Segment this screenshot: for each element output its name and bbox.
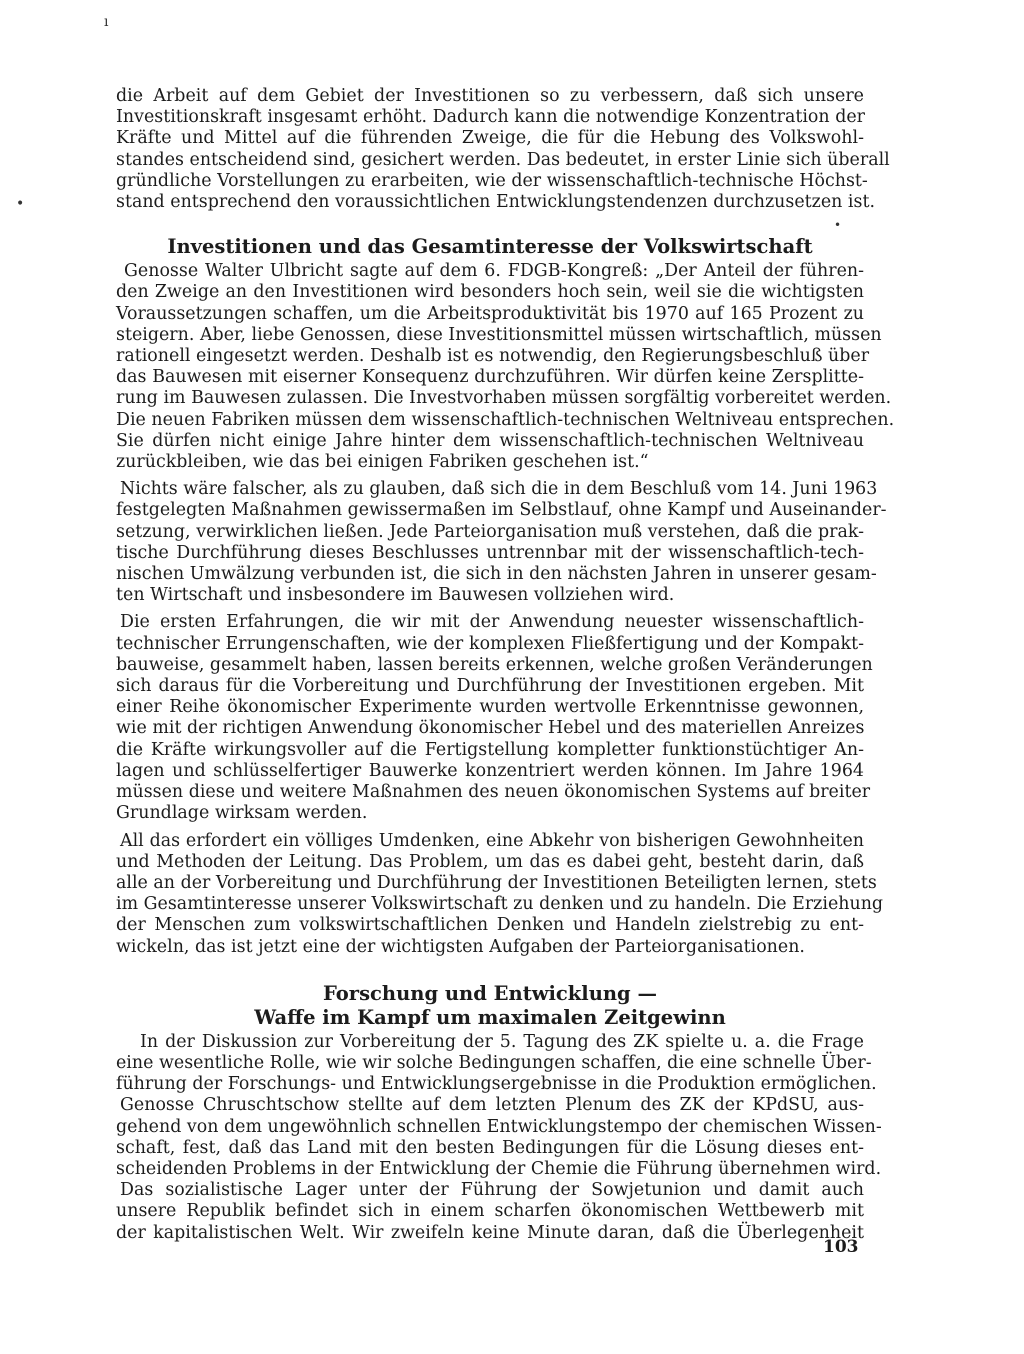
text-line: den Zweige an den Investitionen wird besonders hoch sein, weil sie die wichtigsten	[116, 282, 864, 303]
paragraph	[116, 479, 887, 606]
text-line: und Methoden der Leitung. Das Problem, um das es dabei geht, besteht darin, daß	[116, 851, 864, 872]
scan-mark-top: ı	[104, 14, 109, 30]
text-line: Das sozialistische Lager unter der Führung der Sowjetunion und damit auch	[120, 1180, 864, 1201]
paragraph	[116, 612, 873, 824]
text-line: gründliche Vorstellungen zu erarbeiten, wie der wissenschaftlich-technische Höchst-	[116, 170, 868, 191]
paragraph	[116, 830, 884, 958]
text-line: der kapitalistischen Welt. Wir zweifeln keine Minute daran, daß die Überlegenheit	[116, 1222, 864, 1243]
text-line: die Arbeit auf dem Gebiet der Investitionen so zu verbessern, daß sich unsere	[116, 86, 864, 106]
text-line: führung der Forschungs- und Entwicklungsergebnisse in die Produktion ermöglichen.	[116, 1074, 877, 1095]
text-line: Voraussetzungen schaffen, um die Arbeitsproduktivität bis 1970 auf 165 Prozent zu	[116, 303, 864, 324]
text-line: Die neuen Fabriken müssen dem wissenschaftlich-technischen Weltniveau entsprechen.	[116, 409, 895, 430]
paragraph	[116, 1180, 864, 1244]
text-line: Genosse Walter Ulbricht sagte auf dem 6. FDGB-Kongreß: „Der Anteil der führen-	[124, 261, 864, 282]
text-line: Genosse Chruschtschow stellte auf dem letzten Plenum des ZK der KPdSU, aus-	[120, 1095, 864, 1116]
text-line: In der Diskussion zur Vorbereitung der 5. Tagung des ZK spielte u. a. die Frage	[140, 1031, 864, 1052]
text-line: festgelegten Maßnahmen gewissermaßen im Selbstlauf, ohne Kampf und Auseinander-	[116, 500, 887, 521]
heading-line: Forschung und Entwicklung —	[323, 981, 657, 1005]
text-line: das Bauwesen mit eiserner Konsequenz durchzuführen. Wir dürfen keine Zersplitte-	[116, 367, 864, 388]
text-line: Investitionskraft insgesamt erhöht. Dadurch kann die notwendige Konzentration der	[116, 107, 865, 128]
text-line: Nichts wäre falscher, als zu glauben, daß sich die in dem Beschluß vom 14. Juni 1963	[120, 479, 878, 500]
text-line: einer Reihe ökonomischer Experimente wurden wertvolle Erkenntnisse gewonnen,	[116, 697, 864, 718]
text-line: eine wesentliche Rolle, wie wir solche Bedingungen schaffen, die eine schnelle Über-	[116, 1052, 872, 1073]
text-line: die Kräfte wirkungsvoller auf die Fertigstellung kompletter funktionstüchtiger An-	[116, 739, 864, 760]
page-number: 103	[823, 1237, 859, 1257]
text-line: wickeln, das ist jetzt eine der wichtigsten Aufgaben der Parteiorganisationen.	[116, 936, 805, 957]
text-line: tische Durchführung dieses Beschlusses untrennbar mit der wissenschaftlich-tech-	[116, 542, 864, 563]
text-line: schaft, fest, daß das Land mit den besten Bedingungen für die Lösung dieses ent-	[116, 1137, 864, 1158]
text-line: technischer Errungenschaften, wie der komplexen Fließfertigung und der Kompakt-	[116, 633, 864, 654]
section-heading	[116, 982, 864, 1030]
text-line: zurückbleiben, wie das bei einigen Fabriken geschehen ist.“	[116, 452, 649, 473]
paragraph	[116, 1031, 877, 1096]
text-line: scheidenden Problems in der Entwicklung der Chemie die Führung übernehmen wird.	[116, 1158, 882, 1179]
text-line: rationell eingesetzt werden. Deshalb ist es notwendig, den Regierungsbeschluß über	[116, 346, 870, 367]
text-line: im Gesamtinteresse unserer Volkswirtschaft zu denken und zu handeln. Die Erziehung	[116, 894, 884, 915]
paragraph	[116, 261, 895, 473]
text-line: stand entsprechend den voraussichtlichen Entwicklungstendenzen durchzusetzen ist.	[116, 192, 876, 213]
text-line: lagen und schlüsselfertiger Bauwerke konzentriert werden können. Im Jahre 1964	[116, 760, 864, 781]
text-line: alle an der Vorbereitung und Durchführung der Investitionen Beteiligten lernen, stets	[116, 872, 877, 893]
text-line: Die ersten Erfahrungen, die wir mit der Anwendung neuester wissenschaftlich-	[120, 612, 864, 633]
text-line: unsere Republik befindet sich in einem scharfen ökonomischen Wettbewerb mit	[116, 1201, 864, 1222]
text-line: Kräfte und Mittel auf die führenden Zweige, die für die Hebung des Volkswohl-	[116, 128, 864, 149]
text-line: müssen diese und weitere Maßnahmen des neuen ökonomischen Systems auf breiter	[116, 782, 871, 803]
text-line: setzung, verwirklichen ließen. Jede Parteiorganisation muß verstehen, daß die prak-	[116, 521, 864, 542]
text-line: rung im Bauwesen zulassen. Die Investvorhaben müssen sorgfältig vorbereitet werden.	[116, 388, 892, 409]
text-line: nischen Umwälzung verbunden ist, die sich in den nächsten Jahren in unserer gesam-	[116, 564, 877, 585]
heading-line: Waffe im Kampf um maximalen Zeitgewinn	[254, 1005, 726, 1029]
document-page	[116, 86, 895, 1244]
text-line: bauweise, gesammelt haben, lassen bereits erkennen, welche großen Veränderungen	[116, 654, 873, 675]
paragraph	[116, 1095, 882, 1180]
text-line: gehend von dem ungewöhnlich schnellen Entwicklungstempo der chemischen Wissen-	[116, 1116, 882, 1137]
scan-mark-left: •	[16, 196, 25, 212]
intro-paragraph	[116, 86, 890, 213]
text-line: Sie dürfen nicht einige Jahre hinter dem wissenschaftlich-technischen Weltniveau	[116, 430, 864, 451]
text-line: steigern. Aber, liebe Genossen, diese Investitionsmittel müssen wirtschaftlich, müssen	[116, 324, 882, 345]
text-line: Grundlage wirksam werden.	[116, 803, 368, 824]
text-line: All das erfordert ein völliges Umdenken, eine Abkehr von bisherigen Gewohnheiten	[120, 830, 864, 851]
text-line: der Menschen zum volkswirtschaftlichen Denken und Handeln zielstrebig zu ent-	[116, 915, 864, 936]
text-line: sich daraus für die Vorbereitung und Durchführung der Investitionen ergeben. Mit	[116, 676, 864, 697]
text-line: ten Wirtschaft und insbesondere im Bauwesen vollziehen wird.	[116, 585, 675, 606]
text-line: standes entscheidend sind, gesichert werden. Das bedeutet, in erster Linie sich überall	[116, 149, 890, 170]
section-heading: Investitionen und das Gesamtinteresse der Volkswirtschaft	[167, 235, 813, 259]
text-line: wie mit der richtigen Anwendung ökonomischer Hebel und des materiellen Anreizes	[116, 718, 865, 739]
scan-mark-right: •	[834, 218, 842, 232]
